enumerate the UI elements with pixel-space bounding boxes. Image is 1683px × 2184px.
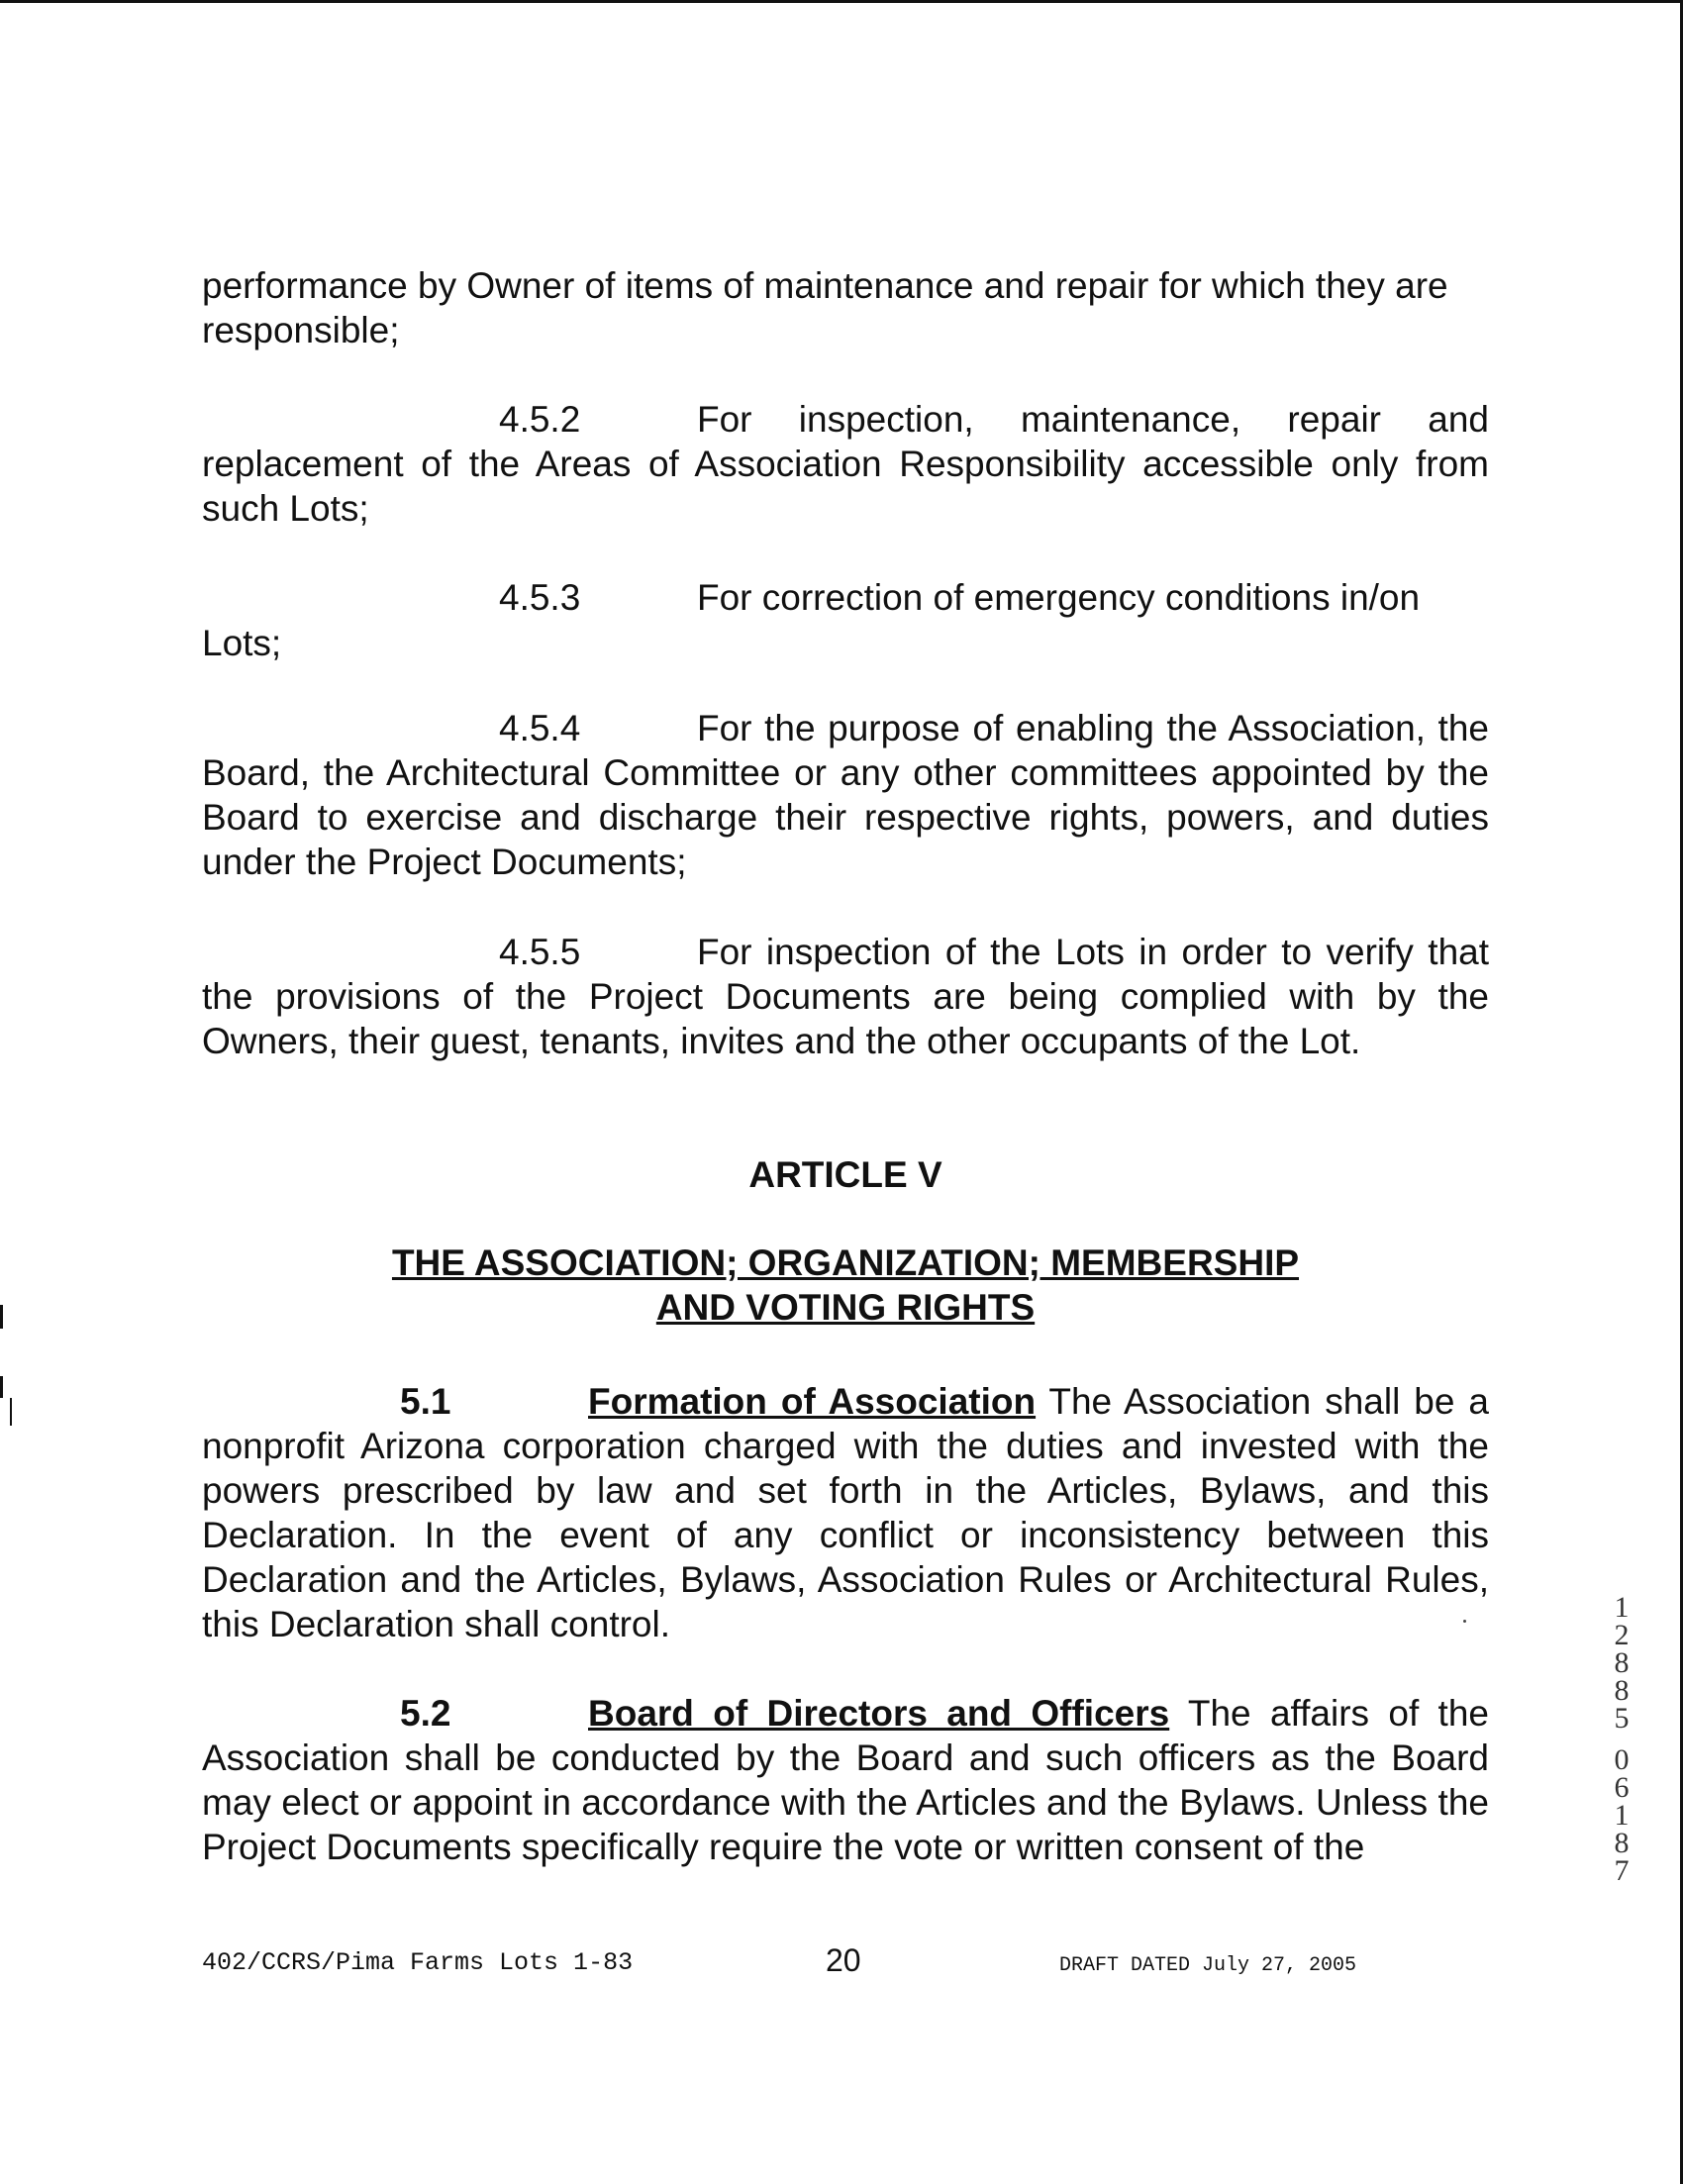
paragraph-text: For inspection of the Lots in order to verify that the provisions of the Project Documents are being complied with by the Owners, their guest, tenants, invites and the other occupants of the Lot. (202, 932, 1489, 1061)
stamp-digit: 1 (1614, 1591, 1630, 1624)
stamp-digit: 5 (1614, 1702, 1630, 1735)
scan-mark (0, 1305, 3, 1329)
section-number: 4.5.4 (499, 708, 581, 748)
paragraph-text: For correction of emergency conditions in/on (697, 577, 1421, 618)
paragraph-4-5-3-tail: Lots; (202, 623, 282, 663)
page-number: 20 (826, 1942, 861, 1978)
page-border-top (0, 0, 1683, 3)
paragraph-4-5-2 (202, 397, 1489, 531)
stray-mark (1463, 1620, 1466, 1623)
section-5-1 (202, 1379, 1489, 1646)
section-text: The affairs of the Association shall be conducted by the Board and such officers as the Board may elect or appoint in accordance with the Articles and the Bylaws. Unless the Project Documents specifically require the vote or written consent of the (202, 1693, 1489, 1867)
stamp-digit: 8 (1614, 1827, 1630, 1859)
scan-mark (0, 1376, 3, 1398)
article-title: ARTICLE V (748, 1154, 942, 1195)
section-text: The Association shall be a nonprofit Arizona corporation charged with the duties and invested with the powers prescribed by law and set forth in the Articles, Bylaws, and this Declaration. In the event of any conflict or inconsistency between this Declaration and the Articles, Bylaws, Association Rules or Architectural Rules, this Declaration shall control. (202, 1381, 1489, 1644)
article-subtitle-line-1: THE ASSOCIATION; ORGANIZATION; MEMBERSHIP (391, 1242, 1300, 1283)
section-number: 4.5.3 (499, 577, 581, 618)
section-number: 5.2 (400, 1693, 451, 1734)
stamp-digit: 8 (1614, 1646, 1630, 1679)
paragraph-text: For the purpose of enabling the Association, the Board, the Architectural Committee or any other committees appointed by the Board to exercise and discharge their respective rights, powers, and duties under the Project Documents; (202, 708, 1489, 882)
article-subtitle (202, 1241, 1489, 1330)
footer-doc-ref: 402/CCRS/Pima Farms Lots 1-83 (202, 1948, 634, 1977)
paragraph-4-5-4 (202, 706, 1489, 884)
section-heading: Formation of Association (588, 1381, 1037, 1422)
stamp-digit: 6 (1614, 1771, 1630, 1804)
recording-stamp (1602, 1591, 1641, 1887)
stamp-digit: 7 (1614, 1854, 1630, 1887)
section-number: 4.5.5 (499, 932, 581, 972)
section-number: 4.5.2 (499, 399, 581, 440)
section-heading: Board of Directors and Officers (588, 1693, 1170, 1734)
section-number: 5.1 (400, 1381, 451, 1422)
stamp-digit: 8 (1614, 1674, 1630, 1707)
paragraph-4-5-3 (202, 575, 1489, 620)
stamp-digit: 1 (1614, 1799, 1630, 1832)
article-subtitle-line-2: AND VOTING RIGHTS (655, 1287, 1036, 1328)
paragraph-continuation: performance by Owner of items of maintenance and repair for which they are responsible; (202, 265, 1448, 350)
footer-draft-date: DRAFT DATED July 27, 2005 (1059, 1954, 1357, 1977)
paragraph-4-5-5 (202, 930, 1489, 1063)
stamp-digit: 0 (1614, 1743, 1630, 1776)
section-5-2 (202, 1691, 1489, 1869)
paragraph-text: For inspection, maintenance, repair and replacement of the Areas of Association Responsibility accessible only from such Lots; (202, 399, 1489, 529)
scan-mark (10, 1398, 12, 1426)
stamp-digit: 2 (1614, 1619, 1630, 1651)
